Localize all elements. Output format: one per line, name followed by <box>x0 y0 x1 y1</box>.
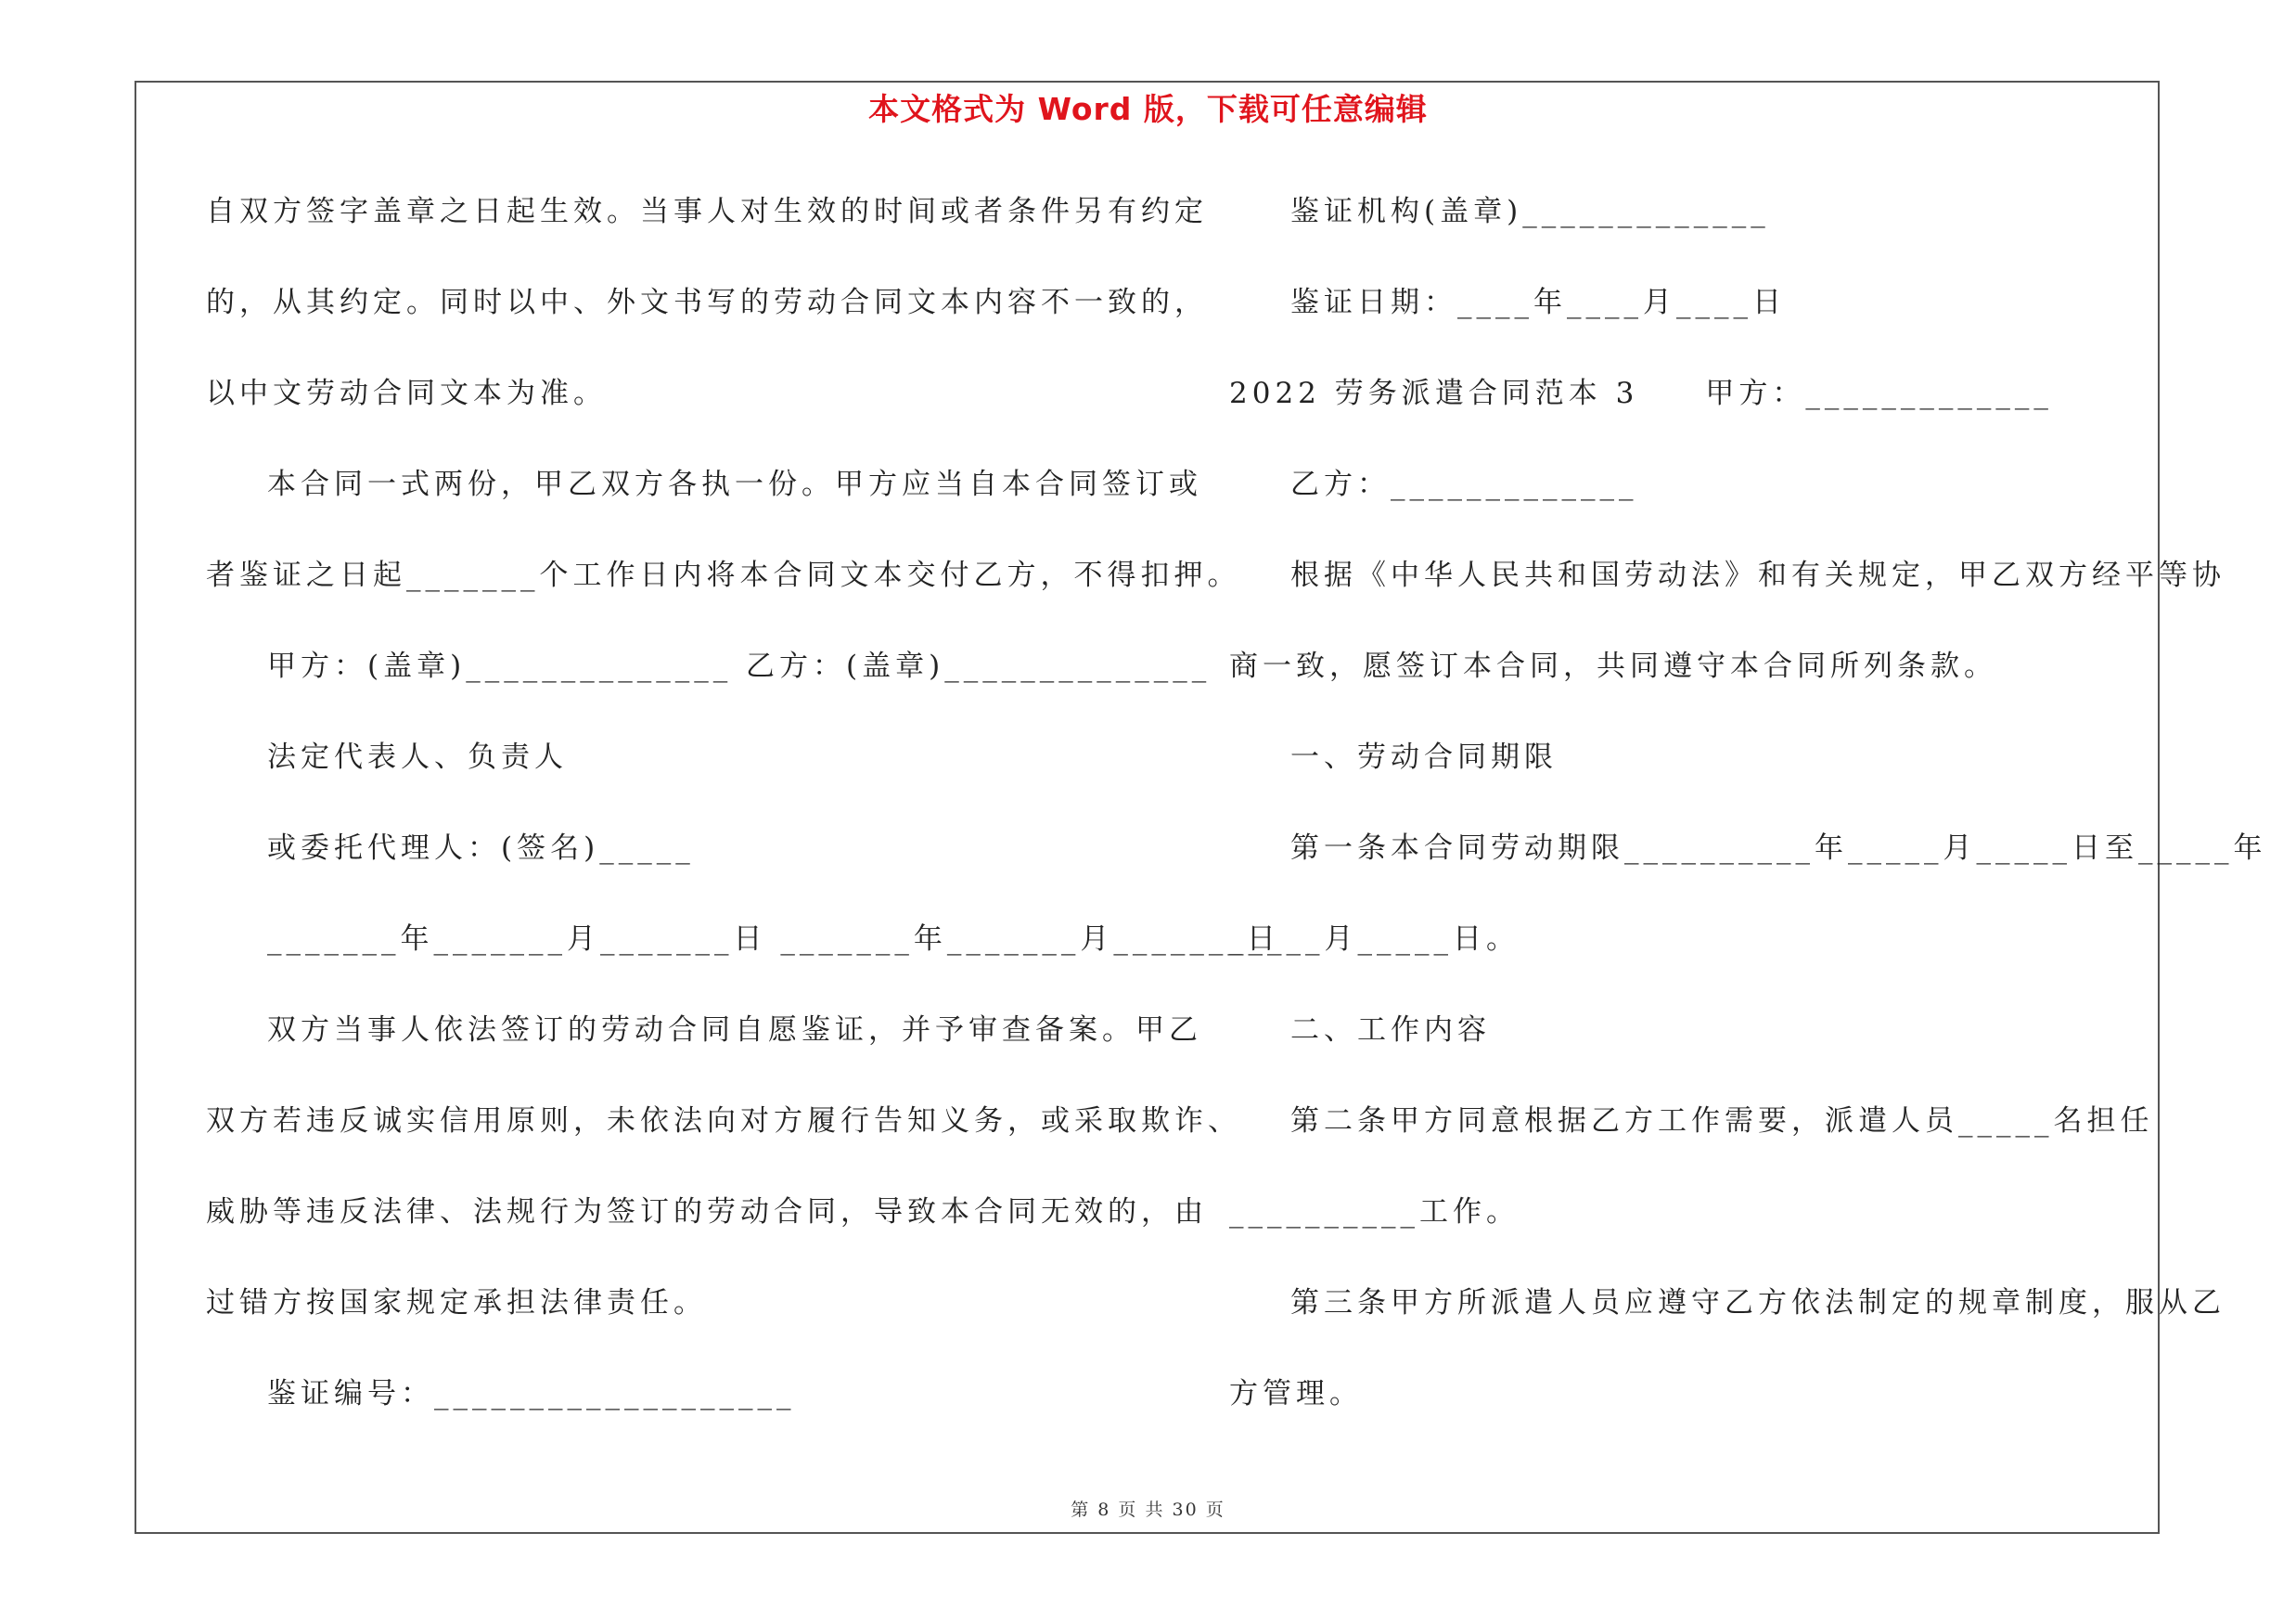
section-heading: 一、劳动合同期限 <box>1290 741 1558 774</box>
text-line: _____月_____日。 <box>1229 922 1520 956</box>
text-line: 者鉴证之日起_______个工作日内将本合同文本交付乙方，不得扣押。 <box>206 559 1241 592</box>
right-column <box>1229 184 2267 1457</box>
text-line: 双方当事人依法签订的劳动合同自愿鉴证，并予审查备案。甲乙 <box>267 1013 1202 1047</box>
text-line: 第一条本合同劳动期限__________年_____月_____日至_____年 <box>1290 831 2267 865</box>
text-line: 方管理。 <box>1229 1377 1363 1410</box>
text-line: 威胁等违反法律、法规行为签订的劳动合同，导致本合同无效的，由 <box>206 1195 1208 1229</box>
text-line: 双方若违反诚实信用原则，未依法向对方履行告知义务，或采取欺诈、 <box>206 1104 1241 1138</box>
signature-line: 甲方：(盖章)______________ 乙方：(盖章)______________ <box>267 650 1212 683</box>
text-line: 鉴证编号：___________________ <box>267 1377 796 1410</box>
section-title: 2022 劳务派遣合同范本 3 甲方：_____________ <box>1229 377 2053 410</box>
format-banner: 本文格式为 Word 版，下载可任意编辑 <box>868 91 1428 127</box>
text-line: 的，从其约定。同时以中、外文书写的劳动合同文本内容不一致的， <box>206 286 1208 319</box>
date-line: 鉴证日期：____年____月____日 <box>1290 286 1786 319</box>
text-line: 本合同一式两份，甲乙双方各执一份。甲方应当自本合同签订或 <box>267 468 1202 501</box>
text-line: 第三条甲方所派遣人员应遵守乙方依法制定的规章制度，服从乙 <box>1290 1286 2225 1320</box>
date-line: _______年_______月_______日 _______年_______月_______日 <box>267 922 1280 956</box>
text-line: 以中文劳动合同文本为准。 <box>206 377 607 410</box>
signature-line: 或委托代理人：(签名)_____ <box>267 831 695 865</box>
text-line: 过错方按国家规定承担法律责任。 <box>206 1286 707 1320</box>
left-column <box>206 184 1280 1457</box>
text-line: 法定代表人、负责人 <box>267 741 568 774</box>
text-line: 商一致，愿签订本合同，共同遵守本合同所列条款。 <box>1229 650 1997 683</box>
text-line: 鉴证机构(盖章)_____________ <box>1290 195 1770 228</box>
text-line: __________工作。 <box>1229 1195 1520 1229</box>
page-number: 第 8 页 共 30 页 <box>1071 1500 1225 1520</box>
section-heading: 二、工作内容 <box>1290 1013 1491 1047</box>
text-line: 根据《中华人民共和国劳动法》和有关规定，甲乙双方经平等协 <box>1290 559 2225 592</box>
text-line: 乙方：_____________ <box>1290 468 1638 501</box>
text-line: 第二条甲方同意根据乙方工作需要，派遣人员_____名担任 <box>1290 1104 2154 1138</box>
text-line: 自双方签字盖章之日起生效。当事人对生效的时间或者条件另有约定 <box>206 195 1208 228</box>
